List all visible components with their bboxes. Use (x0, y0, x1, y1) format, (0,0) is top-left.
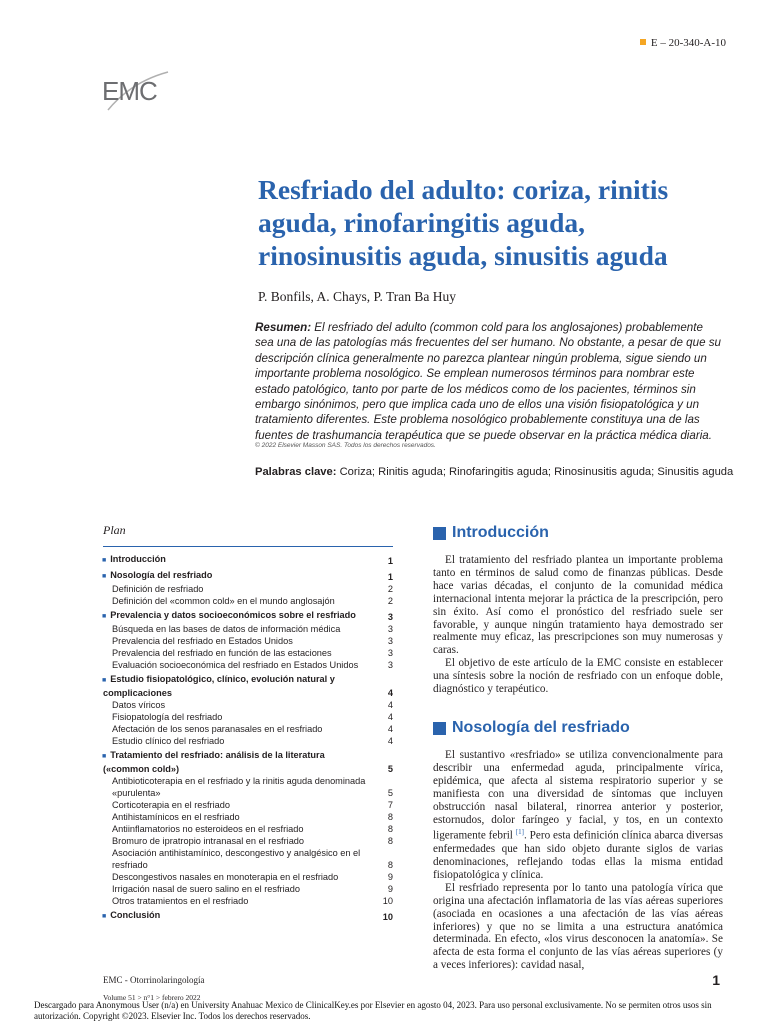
toc-item-label (112, 883, 379, 895)
toc-page-number: 10 (382, 896, 393, 906)
article-authors: P. Bonfils, A. Chays, P. Tran Ba Huy (258, 289, 457, 304)
toc-section-item[interactable] (103, 569, 393, 583)
toc-subsection-item[interactable] (103, 583, 393, 595)
toc-item-text: Evaluación socioeconómica del resfriado en Estados Unidos (112, 660, 359, 670)
toc-subsection-item[interactable] (103, 883, 393, 895)
toc-subsection-item[interactable] (103, 871, 393, 883)
toc-page-number: 8 (387, 812, 393, 822)
section-heading-introduction (433, 524, 723, 542)
toc-page-number: 5 (387, 764, 393, 774)
toc-item-text: Definición de resfriado (112, 584, 204, 594)
toc-page-number: 2 (387, 584, 393, 594)
toc-item-label (112, 895, 379, 907)
toc-page-number: 1 (387, 572, 393, 582)
article-reference-text: E – 20-340-A-10 (650, 37, 726, 49)
toc-bullet-icon: ■ (102, 677, 107, 684)
section-heading-text: Nosología del resfriado (452, 719, 630, 737)
toc-item-label (112, 811, 379, 823)
toc-item-label (103, 569, 379, 583)
toc-bullet-icon: ■ (102, 573, 107, 580)
toc-item-text: Prevalencia y datos socioeconómicos sobre el resfriado (110, 610, 356, 620)
emc-logo (96, 62, 176, 118)
page-number: 1 (712, 972, 720, 988)
toc-item-label (112, 711, 379, 723)
paragraph-text: El sustantivo «resfriado» se utiliza convencionalmente para describir una enfermedad aguda, principalmente vírica, epidémica, que afecta al sistema respiratorio superior y se manifiesta con una diversidad de síntomas que incluyen obstrucción nasal bilateral, rinorrea anterior y posterior, estornudos, dolor faríngeo y facial, y tos, en un contexto ligeramente febril (433, 749, 723, 843)
toc-item-text: Búsqueda en las bases de datos de información médica (112, 624, 341, 634)
keywords-text: Coriza; Rinitis aguda; Rinofaringitis aguda; Rinosinusitis aguda; Sinusitis aguda (339, 466, 734, 478)
journal-name: EMC - Otorrinolaringología (103, 975, 205, 985)
toc-item-text: Tratamiento del resfriado: análisis de la literatura («common cold») (103, 750, 325, 774)
toc-item-label (112, 583, 379, 595)
toc-item-label (112, 623, 379, 635)
toc-section-item[interactable] (103, 609, 393, 623)
toc-item-label (112, 735, 379, 747)
toc-bullet-icon: ■ (102, 557, 107, 564)
toc-subsection-item[interactable] (103, 799, 393, 811)
toc-subsection-item[interactable] (103, 699, 393, 711)
toc-item-label (103, 673, 379, 699)
toc-item-label (112, 635, 379, 647)
toc-page-number: 3 (387, 636, 393, 646)
toc-list (103, 553, 393, 923)
toc-page-number: 3 (387, 612, 393, 622)
section-heading-text: Introducción (452, 524, 549, 542)
toc-item-text: Irrigación nasal de suero salino en el resfriado (112, 884, 300, 894)
copyright-notice: © 2022 Elsevier Masson SAS. Todos los derechos reservados. (255, 442, 436, 449)
toc-page-number: 4 (387, 700, 393, 710)
toc-item-label (112, 835, 379, 847)
toc-subsection-item[interactable] (103, 635, 393, 647)
toc-item-text: Nosología del resfriado (110, 570, 213, 580)
toc-item-text: Afectación de los senos paranasales en el resfriado (112, 724, 323, 734)
toc-page-number: 5 (387, 788, 393, 798)
toc-bullet-icon: ■ (102, 753, 107, 760)
toc-item-label (112, 647, 379, 659)
toc-item-text: Antiinflamatorios no esteroideos en el resfriado (112, 824, 304, 834)
toc-subsection-item[interactable] (103, 647, 393, 659)
toc-item-label (112, 659, 379, 671)
toc-item-text: Corticoterapia en el resfriado (112, 800, 230, 810)
plan-title: Plan (103, 523, 126, 537)
toc-page-number: 4 (387, 724, 393, 734)
toc-item-label (112, 595, 379, 607)
toc-page-number: 1 (387, 556, 393, 566)
toc-item-text: Estudio clínico del resfriado (112, 736, 225, 746)
toc-subsection-item[interactable] (103, 723, 393, 735)
toc-subsection-item[interactable] (103, 811, 393, 823)
toc-page-number: 3 (387, 624, 393, 634)
abstract-text: El resfriado del adulto (common cold para los anglosajones) probablemente sea una de las patologías más frecuentes del ser humano. No obstante, a pesar de que su descripción clínica generalmente no parezca plantear ningún problema, sigue siendo un importante problema nosológico. Se emplean numerosos términos para nombrar este estado patológico, tanto por parte de los médicos como de los pacientes, términos sin embargo sinónimos, pero que implica cada uno de ellos una visión fisiopatológica y un tratamiento diferentes. Este problema nosológico probablemente constituya una de las fuentes de trashumancia terapéutica que se puede observar en la práctica médica diaria. (255, 321, 721, 442)
paragraph: El objetivo de este artículo de la EMC consiste en establecer una síntesis sobre la noción de resfriado con un enfoque doble, diagnóstico y terapéutico. (433, 657, 723, 696)
toc-section-item[interactable] (103, 909, 393, 923)
keywords-label: Palabras clave: (255, 466, 337, 478)
toc-item-text: Prevalencia del resfriado en Estados Unidos (112, 636, 293, 646)
toc-item-text: Datos víricos (112, 700, 166, 710)
abstract-label: Resumen: (255, 321, 312, 334)
toc-bullet-icon: ■ (102, 913, 107, 920)
toc-item-label (103, 909, 379, 923)
toc-item-text: Asociación antihistamínico, descongestivo y analgésico en el resfriado (112, 848, 361, 870)
toc-section-item[interactable] (103, 673, 393, 699)
toc-item-text: Introducción (110, 554, 166, 564)
toc-item-label (103, 553, 379, 567)
toc-item-label (103, 609, 379, 623)
paragraph-text: . Pero esta definición clínica abarca diversas enfermedades que han sido objeto durante siglos de varias denominaciones, reflejando todas ellas la misma entidad fisiopatológica y clínica. (433, 830, 724, 881)
article-reference (640, 37, 726, 49)
toc-section-item[interactable] (103, 553, 393, 567)
toc-item-text: Estudio fisiopatológico, clínico, evolución natural y complicaciones (103, 674, 335, 698)
citation-link[interactable]: [1] (515, 828, 524, 837)
toc-page-number: 9 (387, 884, 393, 894)
toc-item-text: Otros tratamientos en el resfriado (112, 896, 249, 906)
introduction-section (433, 524, 723, 696)
toc-item-label (112, 799, 379, 811)
toc-item-text: Conclusión (110, 910, 161, 920)
toc-page-number: 3 (387, 660, 393, 670)
toc-page-number: 4 (387, 736, 393, 746)
toc-page-number: 2 (387, 596, 393, 606)
toc-subsection-item[interactable] (103, 623, 393, 635)
orange-square-icon (640, 39, 646, 45)
toc-item-label (103, 749, 379, 775)
section-square-icon (433, 722, 446, 735)
toc-page-number: 9 (387, 872, 393, 882)
toc-subsection-item[interactable] (103, 595, 393, 607)
toc-item-label (112, 823, 379, 835)
section-square-icon (433, 527, 446, 540)
toc-section-item[interactable] (103, 749, 393, 775)
toc-page-number: 8 (387, 860, 393, 870)
volume-info: Volume 51 > n°1 > febrero 2022 (103, 993, 201, 1002)
toc-item-label (112, 847, 379, 871)
plan-divider (103, 546, 393, 547)
table-of-contents (103, 523, 393, 923)
toc-item-text: Bromuro de ipratropio intranasal en el resfriado (112, 836, 305, 846)
paragraph: El resfriado representa por lo tanto una patología vírica que origina una afectación inflamatoria de las vías aéreas superiores (asociada en ocasiones a una afectación de las vías aéreas inferiores) y que no se limita a una estructura anatómica determinada. En efecto, «los virus desconocen la anatomía». Se afecta de esta forma el conjunto de las vías aéreas superiores (y a veces inferiores): cavidad nasal, (433, 881, 723, 972)
toc-page-number: 7 (387, 800, 393, 810)
paragraph: El tratamiento del resfriado plantea un importante problema tanto en términos de salud como de finanzas públicas. Desde hace varias décadas, el conjunto de la comunidad médica internacional intenta mejorar la práctica de la prescripción, pero sin éxito. Así como el pronóstico del resfriado suele ser favorable, y aunque ningún tratamiento haya demostrado ser realmente muy eficaz, las prescripciones son muy numerosas y caras. (433, 554, 723, 657)
toc-item-text: Descongestivos nasales en monoterapia en el resfriado (112, 872, 339, 882)
logo-text: EMC (102, 76, 157, 106)
toc-page-number: 3 (387, 648, 393, 658)
toc-page-number: 4 (387, 712, 393, 722)
toc-subsection-item[interactable] (103, 735, 393, 747)
toc-item-text: Definición del «common cold» en el mundo anglosajón (112, 596, 335, 606)
toc-page-number: 4 (387, 688, 393, 698)
toc-subsection-item[interactable] (103, 775, 393, 799)
toc-page-number: 10 (382, 912, 393, 922)
toc-subsection-item[interactable] (103, 823, 393, 835)
toc-item-text: Antihistamínicos en el resfriado (112, 812, 240, 822)
section-heading-nosology (433, 719, 723, 737)
toc-item-text: Prevalencia del resfriado en función de las estaciones (112, 648, 332, 658)
download-notice: Descargado para Anonymous User (n/a) en University Anahuac Mexico de ClinicalKey.es por Elsevier en agosto 04, 2023. Para uso personal exclusivamente. No se permiten otros usos sin autorización. Copyright ©2023. Elsevier Inc. Todos los derechos reservados. (34, 1000, 712, 1021)
paragraph (433, 749, 723, 882)
toc-item-label (112, 775, 379, 799)
toc-subsection-item[interactable] (103, 895, 393, 907)
toc-page-number: 8 (387, 824, 393, 834)
toc-item-label (112, 723, 379, 735)
toc-subsection-item[interactable] (103, 835, 393, 847)
article-title: Resfriado del adulto: coriza, rinitis aguda, rinofaringitis aguda, rinosinusitis aguda, sinusitis aguda (258, 174, 669, 271)
nosology-section (433, 719, 724, 972)
toc-bullet-icon: ■ (102, 613, 107, 620)
keywords (255, 466, 735, 478)
toc-page-number: 8 (387, 836, 393, 846)
toc-subsection-item[interactable] (103, 659, 393, 671)
toc-subsection-item[interactable] (103, 711, 393, 723)
toc-subsection-item[interactable] (103, 847, 393, 871)
abstract (255, 320, 723, 443)
toc-item-label (112, 699, 379, 711)
toc-item-label (112, 871, 379, 883)
toc-item-text: Fisiopatología del resfriado (112, 712, 223, 722)
toc-item-text: Antibioticoterapia en el resfriado y la rinitis aguda denominada «purulenta» (112, 776, 366, 798)
